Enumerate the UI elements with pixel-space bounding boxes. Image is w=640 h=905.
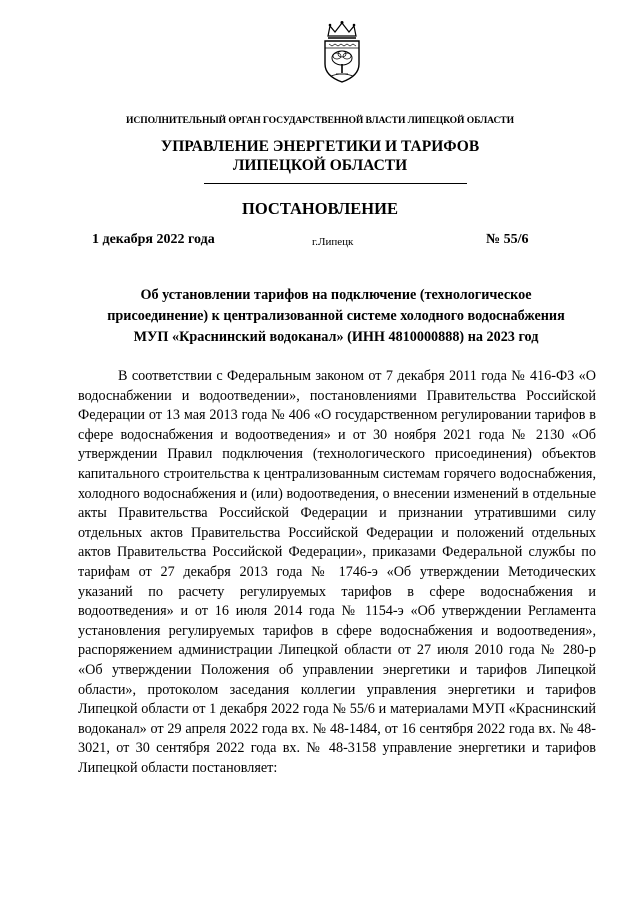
coat-of-arms-icon <box>319 20 365 84</box>
subject-line-1: Об установлении тарифов на подключение (технологическое <box>140 287 532 303</box>
subject-line-3: МУП «Краснинский водоканал» (ИНН 4810000888) на 2023 год <box>133 329 539 345</box>
subject-line-2: присоединение) к централизованной системе холодного водоснабжения <box>107 308 565 324</box>
document-date: 1 декабря 2022 года <box>92 232 215 247</box>
department-line-2: ЛИПЕЦКОЙ ОБЛАСТИ <box>232 157 408 174</box>
document-subject <box>60 285 612 348</box>
document-number: № 55/6 <box>486 232 529 247</box>
document-type: ПОСТАНОВЛЕНИЕ <box>242 199 398 218</box>
department-line-1: УПРАВЛЕНИЕ ЭНЕРГЕТИКИ И ТАРИФОВ <box>160 138 480 155</box>
header-divider <box>204 183 467 184</box>
document-city: г.Липецк <box>312 236 354 248</box>
department-name <box>0 137 640 175</box>
body-paragraph: В соответствии с Федеральным законом от 7 декабря 2011 года № 416-ФЗ «О водоснабжении и водоотведении», постановлениями Правительства Российской Федерации от 13 мая 2013 года № 406 «О государственном регулировании тарифов в сфере водоснабжения и водоотведения» и от 30 ноября 2021 года № 2130 «Об утверждении Правил подключения (технологического присоединения) объектов капитального строительства к централизованным системам горячего водоснабжения, холодного водоснабжения и (или) водоотведения, о внесении изменений в отдельные акты Правительства Российской Федерации и признании утратившими силу отдельных актов Правительства Российской Федерации и положений отдельных актов Правительства Российской Федерации», приказами Федеральной службы по тарифам от 27 декабря 2013 года № 1746-э «Об утверждении Методических указаний по расчету регулируемых тарифов в сфере водоснабжения и водоотведения» и от 16 июля 2014 года № 1154-э «Об утверждении Регламента установления регулируемых тарифов в сфере водоснабжения и водоотведения», распоряжением администрации Липецкой области от 27 июля 2010 года № 280-р «Об утверждении Положения об управлении энергетики и тарифов Липецкой области», протоколом заседания коллегии управления энергетики и тарифов Липецкой области от 1 декабря 2022 года № 55/6 и материалами МУП «Краснинский водоканал» от 29 апреля 2022 года вх. № 48-1484, от 16 сентября 2022 года вх. № 48-3021, от 30 сентября 2022 года вх. № 48-3158 управление энергетики и тарифов Липецкой области постановляет: <box>78 368 596 776</box>
authority-name: ИСПОЛНИТЕЛЬНЫЙ ОРГАН ГОСУДАРСТВЕННОЙ ВЛАСТИ ЛИПЕЦКОЙ ОБЛАСТИ <box>126 115 514 126</box>
